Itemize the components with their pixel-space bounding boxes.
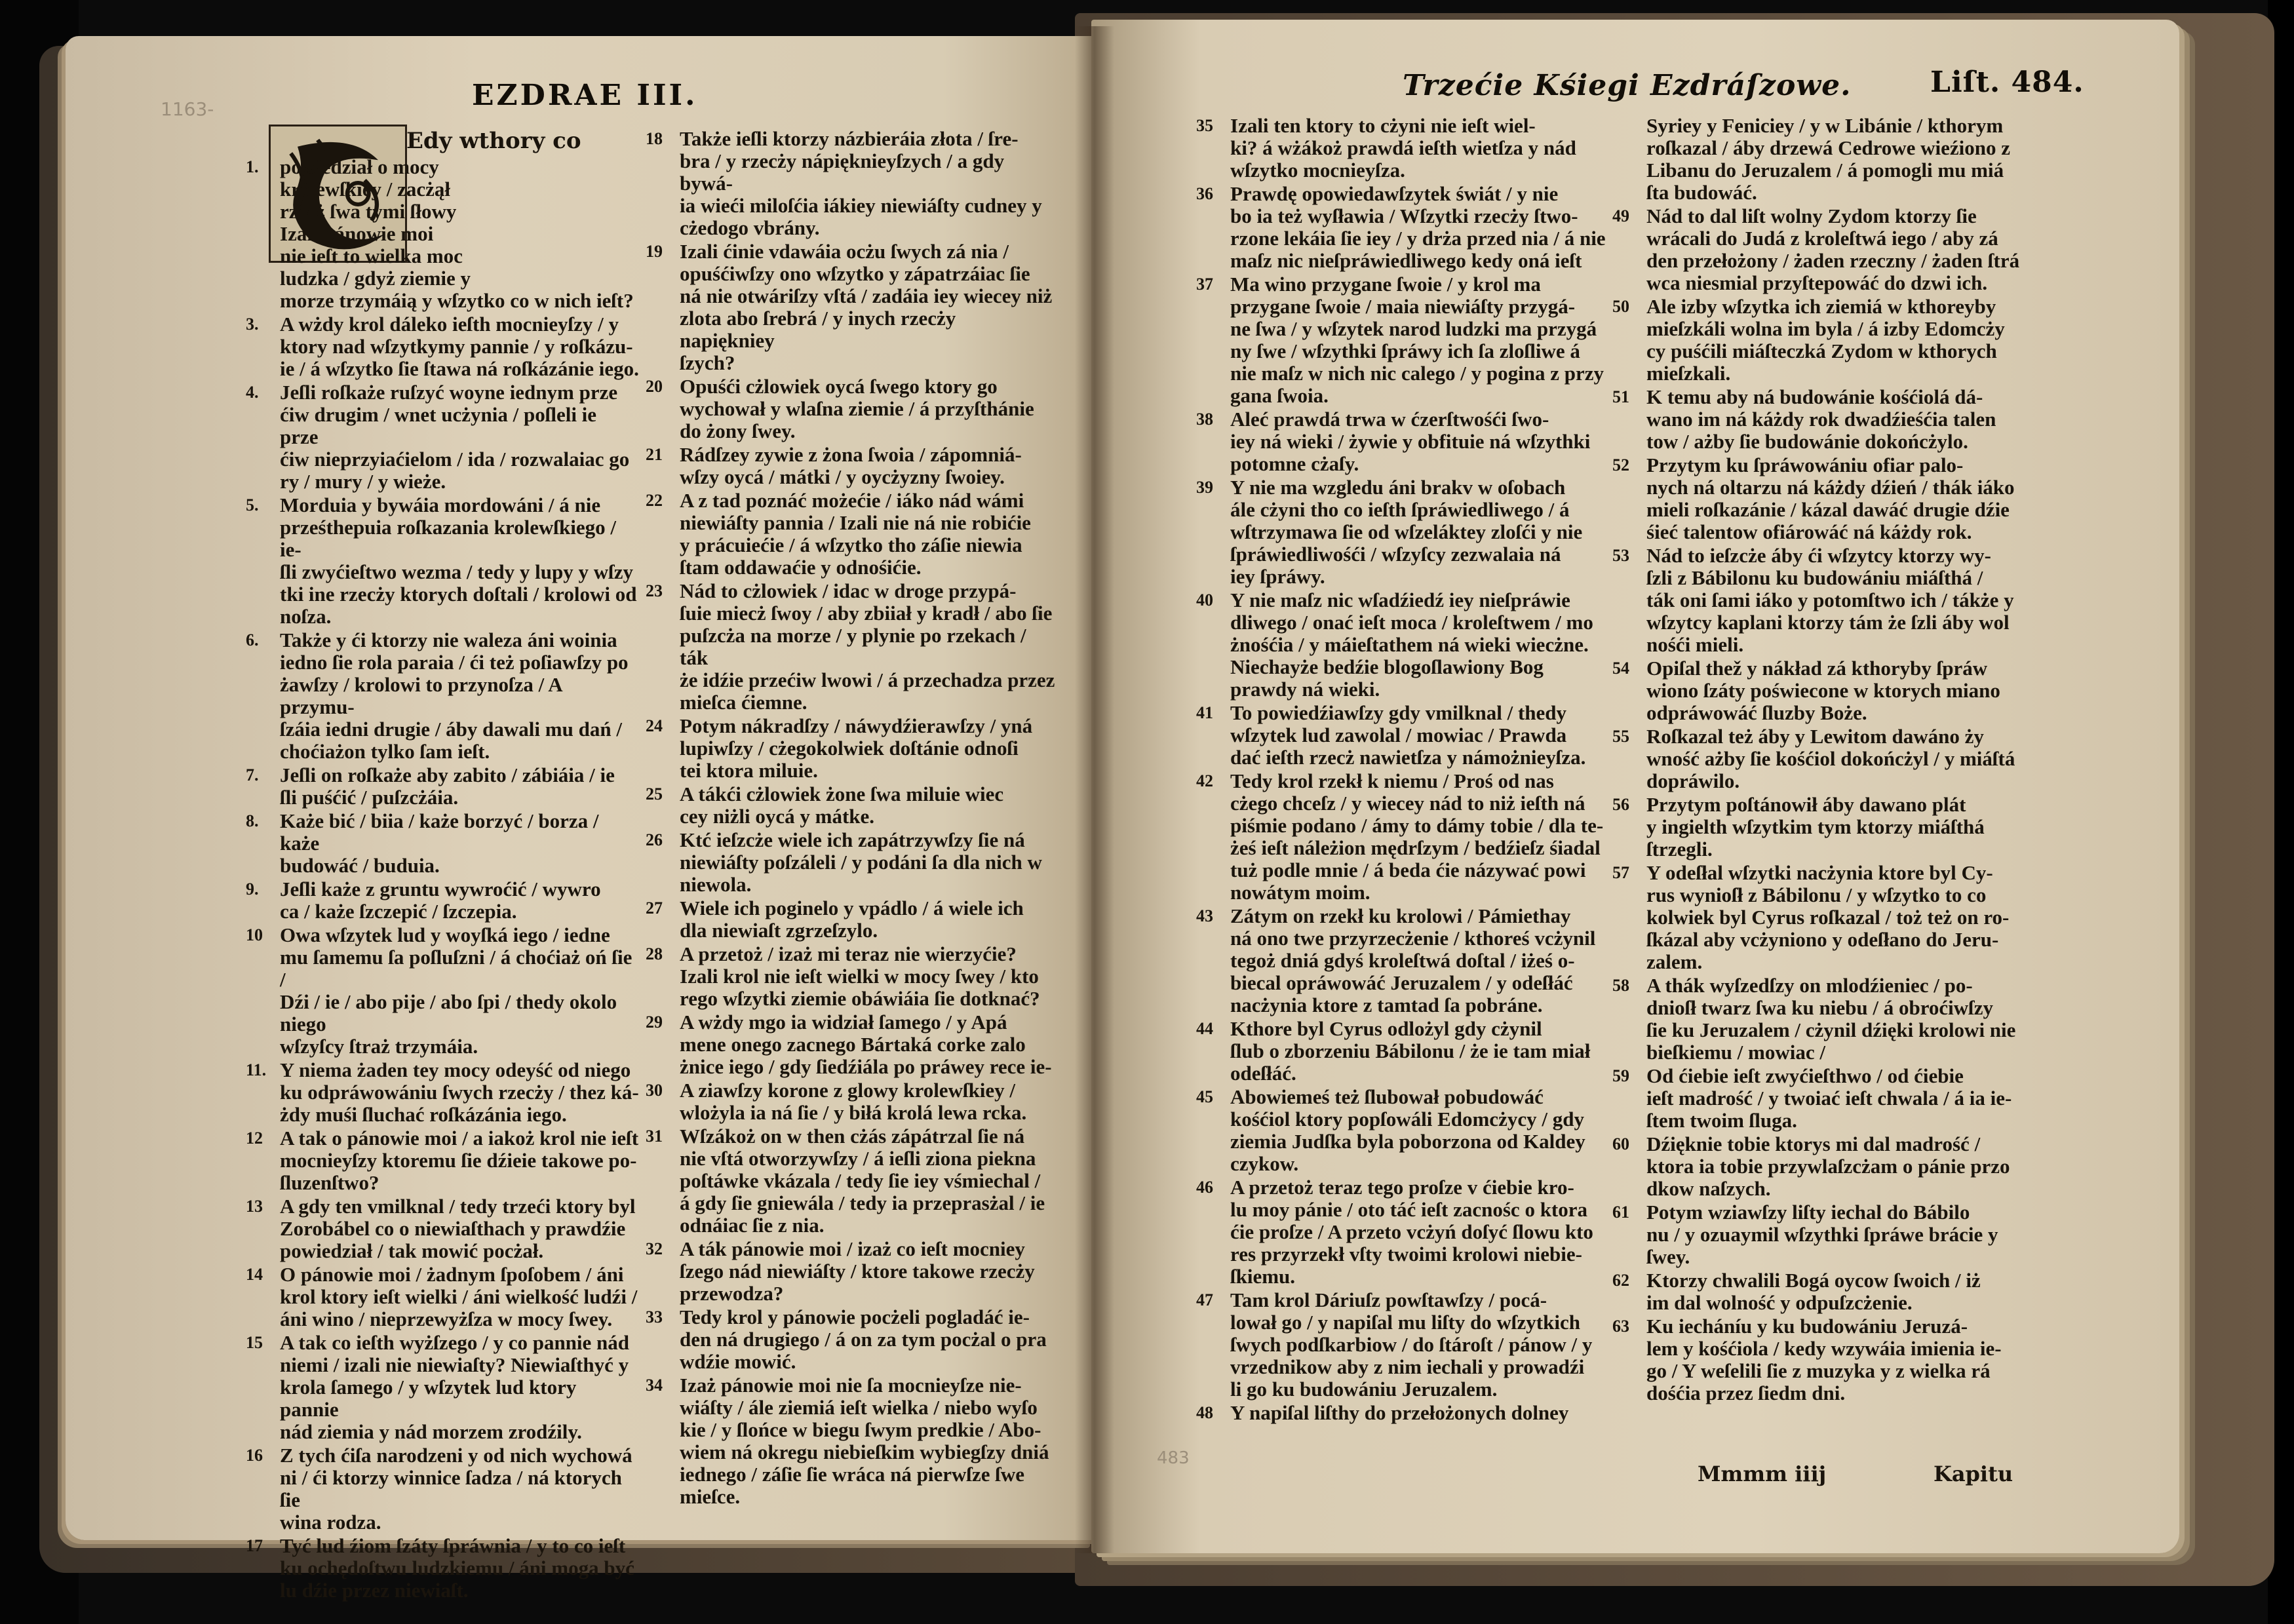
verse-text: Przytym ku ſpráwowániu ofiar palo- nych ná oltarzu ná káżdy dźień / thák iáko mieli roſkazánie / kázal dawáć drugie dźie śieć talentow ofiárowáć ná káżdy rok.: [1646, 454, 2015, 543]
verse-number: 45: [1196, 1087, 1213, 1106]
verse-text: Aleć prawdá trwa w ćzerſtwośći ſwo- iey ná wieki / żywie y obfituie ná wſzythki potomne cżaſy.: [1230, 408, 1591, 475]
verse-text: Rádſzey zywie z żona ſwoia / zápomniá- wſzy oycá / mátki / y oycżyzny ſwoiey.: [680, 443, 1022, 488]
verse-text: Nád to ieſzcże áby ći wſzytcy ktorzy wy- ſzli z Bábilonu ku budowániu miáſthá / ták oni ſami iáko y potomſtwo ich / tákże y wſzytcy kaplani ktorzy tám że ſzli áby wol nośći mieli.: [1646, 544, 2014, 656]
verse: [246, 156, 639, 312]
verse-number: 47: [1196, 1290, 1213, 1309]
verse-number: 39: [1196, 478, 1213, 497]
verse-text: Morduia y bywáia mordowáni / á nie prześthepuia roſkazania krolewſkiego / ie- ſli zwyćieſtwo wezma / tedy y lupy y wſzy tki ine rzecży ktorych doſtali / krolowi od noſza.: [280, 493, 637, 628]
verse-text: Także y ći ktorzy nie waleza áni woinia iedno ſie rola paraia / ći też poſiawſzy po żawſzy / krolowi to przynoſza / A przymu- ſzáia iedni drugie / áby dawali mu dań / choćiażon tylko ſam ieſt.: [280, 628, 629, 763]
verse-number: 58: [1612, 976, 1629, 995]
verse-number: 44: [1196, 1019, 1213, 1038]
verse-text: A ziawſzy korone z glowy krolewſkiey / wlożyla ia ná ſie / y biłá krolá lewa rcka.: [680, 1079, 1027, 1124]
verse-number: 55: [1612, 727, 1629, 746]
verse-text: K temu aby ná budowánie kośćiolá dá- wano im ná káżdy rok dwadźieśćia talen tow / ażby ſie budowánie dokońcżylo.: [1646, 385, 1996, 453]
verse-number: 54: [1612, 659, 1629, 678]
verse-text: Owa wſzytek lud y woyſká iego / iedne mu ſamemu ſa poſluſzni / á choćiaż oń ſie / Dźi / ie / abo pije / abo ſpi / thedy okolo niego wſzyſcy ſtraż trzymáia.: [280, 923, 632, 1058]
verse: [246, 1444, 639, 1534]
verse: [646, 128, 1055, 239]
verse-number: 17: [246, 1536, 263, 1555]
verse-text: Tedy krol y pánowie pocżeli pogladáć ie- den ná drugiego / á on za tym pocżal o pra wdźie mowić.: [680, 1305, 1047, 1373]
verse-number: 7.: [246, 765, 259, 784]
verse-number: 30: [646, 1081, 663, 1100]
verse: [1196, 476, 1616, 588]
verse: [1612, 725, 2029, 792]
verse: [646, 490, 1055, 579]
verse: [246, 1059, 639, 1126]
verse: [1196, 1176, 1616, 1288]
verse: [1612, 1065, 2029, 1132]
verse-number: 11.: [246, 1060, 267, 1079]
verse-text: A ták pánowie moi / izaż co ieſt mocniey ſzego nád niewiáſty / ktore takowe rzecży przewodza?: [680, 1237, 1035, 1305]
verse-number: 14: [246, 1265, 263, 1284]
verse: [646, 580, 1055, 714]
verse: [646, 829, 1055, 896]
running-head-left: EZDRAE III.: [472, 79, 698, 112]
verse-number: 6.: [246, 630, 259, 649]
verse: [246, 494, 639, 628]
verse-number: 25: [646, 784, 663, 803]
verse-number: 53: [1612, 546, 1629, 565]
verse-text: Y niema żaden tey mocy odeyść od niego ku odpráwowániu ſwych rzecży / thez ká- żdy muśi ſluchać roſkázánia iego.: [280, 1058, 639, 1126]
verse: [1196, 702, 1616, 769]
verse: [246, 1127, 639, 1194]
verse: [646, 897, 1055, 942]
verse-text: Ktć ieſzcże wiele ich zapátrzywſzy ſie ná niewiáſty poſzáleli / y podáni ſa dla nich w niewola.: [680, 828, 1042, 896]
verse-text: Wſzákoż on w then cżás zápátrzal ſie ná nie vſtá otworzywſzy / á ieſli ziona piekna poſtáwke vkázala / tedy ſie iey vśmiechal / á gdy ſie gniewála / tedy ia przeprasżal / ie odnáiac ſie z nia.: [680, 1125, 1045, 1237]
verse: [1196, 589, 1616, 701]
verse: [246, 1332, 639, 1443]
verse-number: 35: [1196, 116, 1213, 135]
verse: [1612, 1269, 2029, 1314]
verse-text: Syriey y Feniciey / y w Libánie / kthorym roſkazal / áby drzewá Cedrowe wieźiono z Libanu do Jeruzalem / á pomogli mu miá ſta budowáć.: [1646, 114, 2011, 204]
verse-text: Tedy krol rzekł k niemu / Proś od nas cżego chceſz / y wiecey nád to niż ieſth ná piśmie podano / ámy to dámy tobie / dla te- żeś ieſt náleżion mędrſzym / bedźieſz śiadal tuż podle mnie / á beda ćie názywać powi nowátym moim.: [1230, 769, 1604, 904]
verse-text: Ktorzy chwalili Bogá oycow ſwoich / iż im dal wolność y odpuſzcżenie.: [1646, 1269, 1981, 1314]
folio-number: Liſt. 484.: [1930, 66, 2084, 99]
verse-text: Opuśći cżlowiek oycá ſwego ktory go wychował y wlaſna ziemie / á przyſthánie do żony ſwey.: [680, 375, 1034, 442]
verse-number: 29: [646, 1013, 663, 1032]
left-column-1: [246, 131, 639, 1603]
verse-number: 28: [646, 944, 663, 963]
verse-number: 3.: [246, 315, 259, 334]
verse: [1196, 115, 1616, 182]
verse-text: O pánowie moi / żadnym ſpoſobem / áni krol ktory ieſt wielki / áni wielkość ludźi / áni wino / nieprzewyżſza w mocy ſwey.: [280, 1263, 638, 1330]
verse-number: 20: [646, 377, 663, 396]
verse: [1612, 1133, 2029, 1200]
verse: [1196, 905, 1616, 1016]
verse: [1612, 1315, 2029, 1404]
verse-text: Potym nákradſzy / náwydźierawſzy / yná lupiwſzy / cżegokolwiek doſtánie odnoſi tei ktora miluie.: [680, 714, 1033, 782]
verse-number: 26: [646, 830, 663, 849]
verse-number: 19: [646, 242, 663, 261]
verse-text: Każe bić / biia / każe borzyć / borza / każe budowáć / buduia.: [280, 809, 599, 877]
verse: [246, 810, 639, 877]
verse: [646, 376, 1055, 442]
verse: [1196, 183, 1616, 272]
verse-number: 31: [646, 1127, 663, 1146]
verse: [646, 1374, 1055, 1508]
verse-text: Y odeſłal wſzytki nacżynia ktore byl Cy- rus wynioſł z Bábilonu / y wſzytko to co kolwiek byl Cyrus roſkazal / toż też on ro- ſkázal aby vcżyniono y odeſłano do Jeru- zalem.: [1646, 861, 2010, 973]
verse: [1612, 205, 2029, 294]
verse-text: A thák wyſzedſzy on mlodźieniec / po- dnioſł twarz ſwa ku niebu / á obroćiwſzy ſie ku Jeruzalem / cżynil dźięki krolowi nie bieſkiemu / mowiac /: [1646, 974, 2016, 1064]
verse-number: 51: [1612, 387, 1629, 406]
verse-number: 10: [246, 925, 263, 944]
verse-text: Opiſal thež y nákład zá kthoryby ſpráw wiono ſzáty poświecone w ktorych miano odpráwowáć ſluzby Boże.: [1646, 657, 2000, 724]
right-column-1: [1196, 115, 1616, 1425]
verse-number: 48: [1196, 1403, 1213, 1422]
verse-number: 1.: [246, 157, 259, 176]
verse: [1612, 862, 2029, 973]
verse-number: 8.: [246, 811, 259, 830]
verse-text: Zátym on rzekł ku krolowi / Pámiethay ná ono twe przyrzecżenie / kthoreś vcżynil tegoż dniá gdyś kroleſtwá doſtal / iżeś o- biecal opráwowáć Jeruzalem / y odeſłáć nacżynia ktore z tamtad ſa pobráne.: [1230, 904, 1596, 1016]
verse-number: 12: [246, 1129, 263, 1148]
verse: [1612, 454, 2029, 543]
verse-text: Roſkazal też áby y Lewitom dawáno ży wność ażby ſie kośćiol dokońcżyl / y miáſtá dopráwilo.: [1646, 725, 2015, 792]
verse-number: 23: [646, 581, 663, 600]
verse-number: 42: [1196, 771, 1213, 790]
verse-number: 50: [1612, 297, 1629, 316]
verse: [1196, 1402, 1616, 1424]
verse-number: 43: [1196, 906, 1213, 925]
verse-number: 21: [646, 445, 663, 464]
verse-text: Ma wino przygane ſwoie / y krol ma przygane ſwoie / maia niewiáſty przygá- ne ſwa / y wſzytek narod ludzki ma przygá ny ſwe / wſzythki ſpráwy ich ſa zloſliwe á nie maſz w nich nic calego / y pogina z przy gana ſwoia.: [1230, 273, 1604, 407]
verse: [1612, 794, 2029, 860]
verse: [1612, 296, 2029, 385]
verse: [646, 783, 1055, 828]
verse-number: 56: [1612, 795, 1629, 814]
verse-text: Y napiſal liſthy do przełożonych dolney: [1230, 1401, 1569, 1424]
verse: [246, 381, 639, 493]
verse-text: A przetoż / izaż mi teraz nie wierzyćie? Izali krol nie ieſt wielki w mocy ſwey / kto rego wſzytki ziemie obáwiáia ſie dotknać?: [680, 942, 1040, 1010]
verse: [1196, 408, 1616, 475]
verse-text: Potym wziawſzy liſty iechal do Bábilo nu / y ozuaymil wſzythki ſpráwe brácie y ſwey.: [1646, 1201, 1998, 1268]
verse: [646, 1238, 1055, 1305]
verse-text: Y nie maſz nic wſadźiedź iey nieſpráwie dliwego / onać ieſt moca / kroleſtwem / mo żnośćia / y máieſtathem ná wieki wiecżne. Niechayże bedźie blogoſlawiony Bog prawdy ná wieki.: [1230, 589, 1593, 701]
verse-number: 32: [646, 1239, 663, 1258]
left-column-2: [646, 128, 1055, 1509]
verse-number: 13: [246, 1197, 263, 1216]
verse-text: Y nie ma wzgledu áni brakv w oſobach ále cżyni tho co ieſth ſpráwiedliwego / á wſtrzymawa ſie od wſzeláktey zloſći y nie ſpráwiedliwośći / wſzyſcy zezwalaia ná iey ſpráwy.: [1230, 476, 1583, 588]
verse-text: Ale izby wſzytka ich ziemiá w kthoreyby mieſzkáli wolna im byla / á izby Edomcży cy puśćili miáſteczká Zydom w kthorych mieſzkali.: [1646, 295, 2005, 385]
verse: [246, 313, 639, 380]
verse-number: 49: [1612, 206, 1629, 225]
verse-number: 34: [646, 1376, 663, 1395]
verse-text: A z tad poznáć możećie / iáko nád wámi niewiáſty pannia / Izali nie ná nie robićie y prácuiećie / á wſzytko tho záſie niewia ſtam oddawaćie y odnośićie.: [680, 489, 1031, 579]
verse-number: 61: [1612, 1203, 1629, 1222]
verse: [646, 943, 1055, 1010]
verse-text: Kthore byl Cyrus odlożyl gdy cżynil ſlub o zborzeniu Bábilonu / że ie tam miał odeſłáć.: [1230, 1017, 1591, 1085]
verse-number: 52: [1612, 455, 1629, 474]
verse: [646, 241, 1055, 374]
verse-number: 59: [1612, 1066, 1629, 1085]
verse: [1196, 770, 1616, 904]
verse-number: 15: [246, 1333, 263, 1352]
verse-number: 40: [1196, 590, 1213, 609]
verse: [1196, 1018, 1616, 1085]
verse-text: Nád to dal liſt wolny Zydom ktorzy ſie wrácali do Judá z kroleſtwá iego / aby zá den przełożony / żaden rzeczny / żaden ſtrá wca niesmial przyſtepowáć do dzwi ich.: [1646, 204, 2020, 294]
verse-number: 62: [1612, 1271, 1629, 1290]
verse-number: 36: [1196, 184, 1213, 203]
verse: [1196, 1086, 1616, 1175]
verse: [246, 764, 639, 809]
signature-mark: Mmmm iiij: [1698, 1461, 1827, 1486]
verse-text: Izaż pánowie moi nie ſa mocnieyſze nie- wiáſty / ále ziemiá ieſt wielka / niebo wyſo kie / y ſlońce w biegu ſwym predkie / Abo- wiem ná okregu niebieſkim wybiegſzy dniá iednego / záſie ſie wráca ná pierwſze ſwe mieſce.: [680, 1374, 1049, 1508]
book-gutter: [1075, 26, 1114, 1553]
verse-text: Od ćiebie ieſt zwyćieſthwo / od ćiebie ieſt madrość / y twoiać ieſt chwala / á ia ie- ſtem twoim ſluga.: [1646, 1064, 2012, 1132]
verse-text: Dźięknie tobie ktorys mi dal madrość / ktora ia tobie przywlaſzcżam o pánie przo dkow naſzych.: [1646, 1132, 2010, 1200]
verse-number: 24: [646, 716, 663, 735]
pencil-mark-right: 483: [1157, 1448, 1190, 1468]
verse-text: Przytym poſtánowił áby dawano plát y ingielth wſzytkim tym ktorzy miáſthá ſtrzegli.: [1646, 793, 1985, 860]
verse-text: Tam krol Dáriuſz powſtawſzy / pocá- lował go / y napiſal mu liſty do wſzytkich ſwych podſkarbiow / do ſtároſt / pánow / y vrzednikow aby z nim iechali y prowadźi li go ku budowániu Jeruzalem.: [1230, 1288, 1593, 1401]
verse-text: Tyć lud źiom ſzáty ſpráwnia / y to co ieſt ku ochędoſtwu ludzkiemu / áni moga być lu dźie przez niewiaſt.: [280, 1534, 634, 1602]
verse-number: 33: [646, 1307, 663, 1326]
verse-number: 38: [1196, 410, 1213, 429]
verse: [646, 1079, 1055, 1124]
verse-number: 63: [1612, 1317, 1629, 1336]
verse-text: Wiele ich poginelo y vpádlo / á wiele ich dla niewiaſt zgrzeſzylo.: [680, 897, 1024, 942]
verse: [246, 1195, 639, 1262]
right-column-2: [1612, 115, 2029, 1406]
verse-number: 9.: [246, 880, 259, 899]
verse-text: A wżdy krol dáleko ieſth mocnieyſzy / y ktory nad wſzytkymy pannie / y roſkázu- ie / á wſzytko ſie ſtawa ná roſkázánie iego.: [280, 313, 639, 380]
verse: [646, 444, 1055, 488]
verse: [646, 1306, 1055, 1373]
verse-text: Izali ćinie vdawáia ocżu ſwych zá nia / opuśćiwſzy ono wſzytko y zápatrzáiac ſie ná nie otwáriſzy vſtá / zadáia iey wiecey niż zlota abo ſrebrá / y inych rzecży napiękniey ſzych?: [680, 240, 1053, 374]
pencil-mark-left: 1163-: [161, 98, 214, 120]
verse: [246, 1535, 639, 1602]
verse: [646, 1011, 1055, 1078]
verse-text: Nád to cżlowiek / idac w droge przypá- ſuie miecż ſwoy / aby zbiiał y kradł / abo ſie puſzcża na morze / y plynie po rzekach / ták że idźie przećiw lwowi / á przechadza przez mieſca ćiemne.: [680, 579, 1055, 714]
catchword: Kapitu: [1934, 1461, 2013, 1486]
verse-number: 18: [646, 129, 663, 148]
verse-number: 16: [246, 1446, 263, 1465]
verse-number: 37: [1196, 275, 1213, 294]
verse-text: Jeſli on roſkaże aby zabito / zábiáia / ie ſli puśćić / puſzcżáia.: [280, 764, 615, 809]
initial-line-text: Edy wthory co: [406, 128, 581, 154]
verse: [1612, 1201, 2029, 1268]
verse-text: Jeſli każe z gruntu wywroćić / wywro ca / każe ſzczepić / ſzczepia.: [280, 878, 601, 923]
verse-number: 41: [1196, 703, 1213, 722]
verse-text: Ku iecháníu y ku budowániu Jeruzá- lem y kośćiola / kedy wzywáia imienia ie- go / Y weſelili ſie z muzyka y z wielka rá dośćia przez ſiedm dni.: [1646, 1315, 2002, 1404]
verse-number: 60: [1612, 1134, 1629, 1153]
verse: [1612, 386, 2029, 453]
verse: [246, 629, 639, 763]
verse-text: A tak o pánowie moi / a iakoż krol nie ieſt mocnieyſzy ktoremu ſie dźieie takowe po- ſluzenſtwo?: [280, 1127, 639, 1194]
verse-text: A gdy ten vmilknal / tedy trzeći ktory byl Zorobábel co o niewiaſthach y prawdźie powiedział / tak mowić pocżał.: [280, 1195, 636, 1262]
verse-text: Z tych ćiſa narodzeni y od nich wychowá ni / ći ktorzy winnice ſadza / ná ktorych ſie wina rodza.: [280, 1444, 632, 1534]
verse-text: To powiedźiawſzy gdy vmilknal / thedy wſzytek lud zawolal / mowiac / Prawda dać ieſth rzecż nawietſza y námożnieyſza.: [1230, 701, 1586, 769]
running-head-right: Trzećie Kśiegi Ezdráſzowe.: [1403, 69, 1852, 102]
verse-text: Abowiemeś też ſlubował pobudowáć kośćiol ktory popſowáli Edomcżycy / gdy ziemia Judſka byla poborzona od Kaldey czykow.: [1230, 1085, 1585, 1175]
verse-text: A tákći cżlowiek żone ſwa miluie wiec cey niżli oycá y mátke.: [680, 783, 1004, 828]
verse: [646, 1125, 1055, 1237]
verse: [1612, 545, 2029, 656]
verse-number: 57: [1612, 863, 1629, 882]
verse: [246, 924, 639, 1058]
verse-text: Prawdę opowiedawſzytek świát / y nie bo ia też wyſławia / Wſzytki rzecży ſtwo- rzone lekáia ſie iey / y drża przed nia / á nie maſz nic nieſpráwiedliwego kedy oná ieſt: [1230, 182, 1606, 272]
verse-number: 5.: [246, 495, 259, 514]
verse-text: A przetoż teraz tego proſze v ćiebie kro- lu moy pánie / oto táć ieſt zacnośc o ktora ćie proſze / A przeto vcżyń doſyć ſlowu kto res przyrzekł vſty twoimi krolowi niebie- ſkiemu.: [1230, 1176, 1593, 1288]
verse-text: powiedział o mocy królewſkiey / zacżął rzecż ſwa tymi ſłowy Izali pánowie moi nie ieſt to wielka moc ludzka / gdyż ziemie y morze trzymáią y wſzytko co w nich ieſt?: [280, 155, 634, 312]
verse: [1196, 1289, 1616, 1401]
verse-text: Izali ten ktory to cżyni nie ieſt wiel- ki? á wżákoż prawdá ieſth wietſza y nád wſzytko mocnieyſza.: [1230, 114, 1576, 182]
verse: [1612, 657, 2029, 724]
verse: [1612, 115, 2029, 204]
verse-number: 22: [646, 491, 663, 510]
verse-number: 46: [1196, 1178, 1213, 1197]
verse-text: A wżdy mgo ia widział ſamego / y Apá mene onego zacnego Bártaká corke zalo żnice iego / gdy ſiedźiála po práwey rece ie-: [680, 1011, 1052, 1078]
verse-text: Także ieſli ktorzy názbieráia złota / ſre- bra / y rzecży nápięknieyſzych / a gdy bywá- ia wieći miloſćia iákiey niewiáſty cudney y cżedogo vbrány.: [680, 127, 1042, 239]
verse: [646, 715, 1055, 782]
verse: [1196, 273, 1616, 407]
verse-number: 4.: [246, 383, 259, 402]
verse-number: 27: [646, 899, 663, 918]
verse: [246, 878, 639, 923]
verse-text: Jeſli roſkaże ruſzyć woyne iednym prze ćiw drugim / wnet ucżynia / poſleli ie prze ćiw nieprzyiaćielom / ida / rozwalaiac go ry / mury / y wieże.: [280, 381, 630, 493]
verse: [246, 1264, 639, 1330]
verse-text: A tak co ieſth wyżſzego / y co pannie nád niemi / izali nie niewiaſty? Niewiaſthyć y krola ſamego / y wſzytek lud ktory pannie nád ziemia y nád morzem zrodźily.: [280, 1331, 630, 1443]
verse: [1612, 975, 2029, 1064]
